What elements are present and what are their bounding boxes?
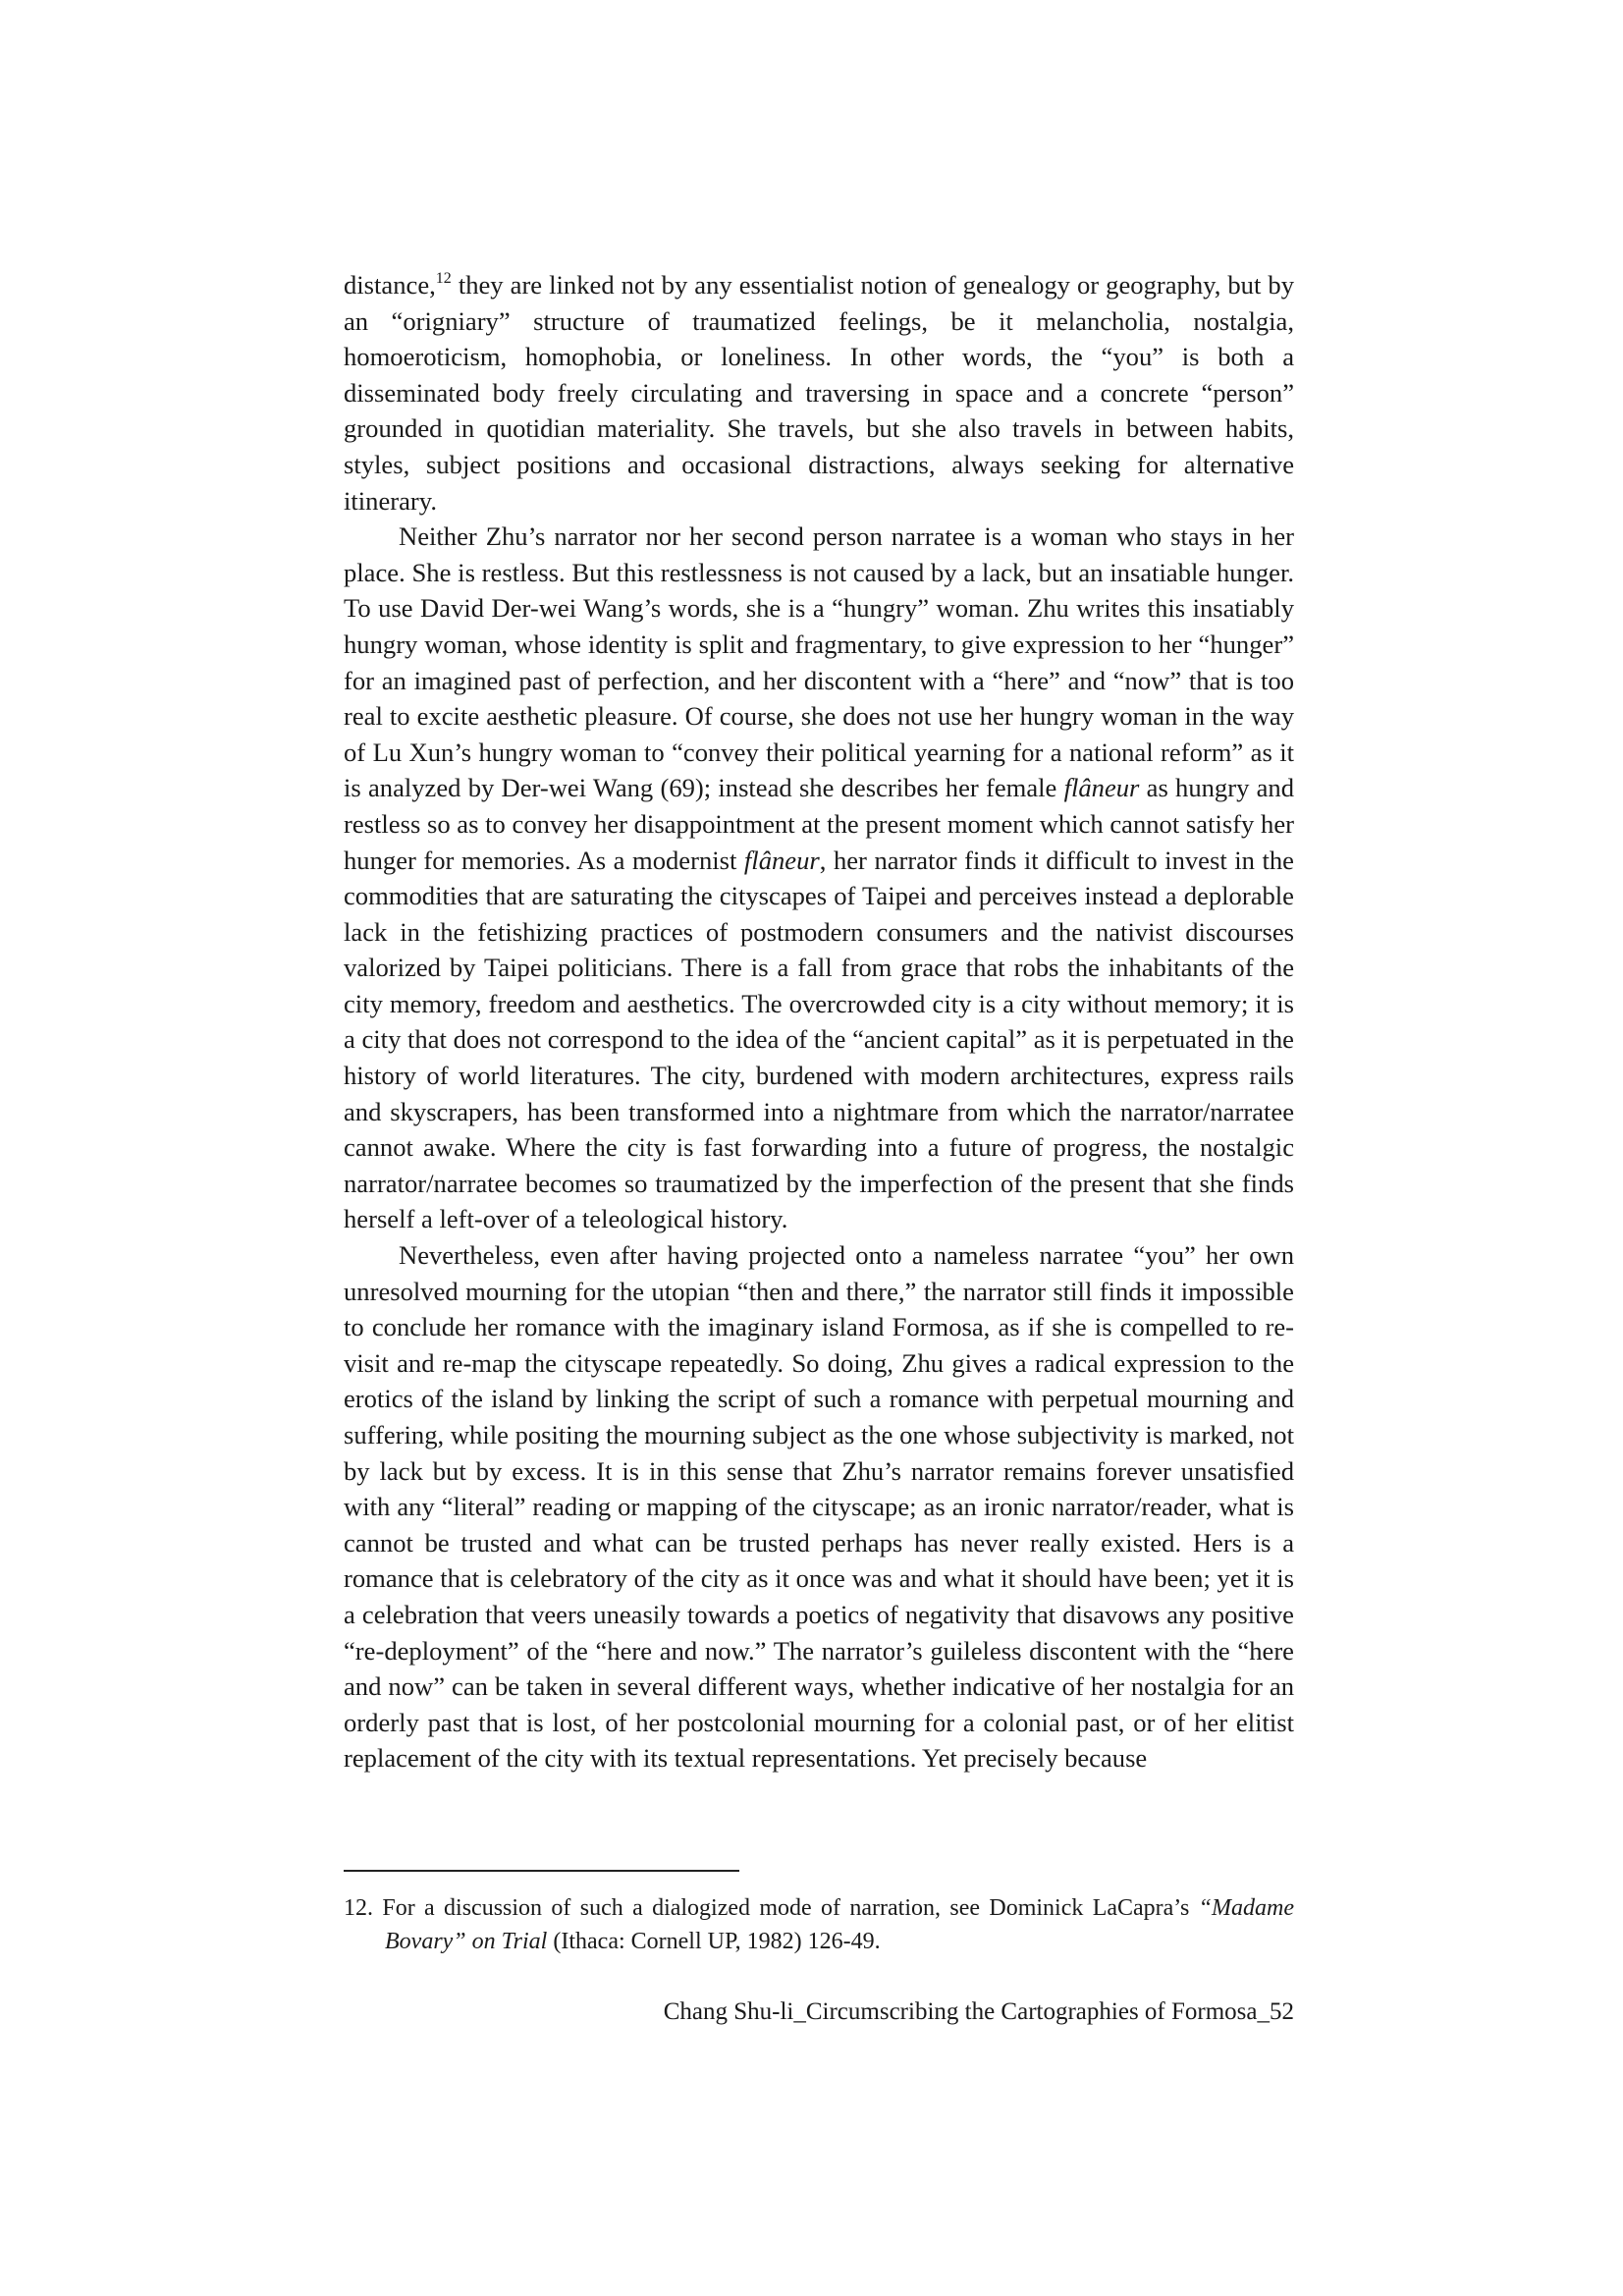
body-text: [344, 267, 1294, 1777]
paragraph-2-part-1: Neither Zhu’s narrator nor her second person narratee is a woman who stays in her place. She is restless. But this restlessness is not caused by a lack, but an insatiable hunger. To use David Der-wei Wang’s words, she is a “hungry” woman. Zhu writes this insatiably hungry woman, whose identity is split and fragmentary, to give expression to her “hunger” for an imagined past of perfection, and her discontent with a “here” and “now” that is too real to excite aesthetic pleasure. Of course, she does not use her hungry woman in the way of Lu Xun’s hungry woman to “convey their political yearning for a national reform” as it is analyzed by Der-wei Wang (69); instead she describes her female: [344, 521, 1294, 803]
paragraph-3: Nevertheless, even after having projected onto a nameless narratee “you” her own unresolved mourning for the utopian “then and there,” the narrator still finds it impossible to conclude her romance with the imaginary island Formosa, as if she is compelled to re-visit and re-map the cityscape repeatedly. So doing, Zhu gives a radical expression to the erotics of the island by linking the script of such a romance with perpetual mourning and suffering, while positing the mourning subject as the one whose subjectivity is marked, not by lack but by excess. It is in this sense that Zhu’s narrator remains forever unsatisfied with any “literal” reading or mapping of the cityscape; as an ironic narrator/reader, what is cannot be trusted and what can be trusted perhaps has never really existed. Hers is a romance that is celebratory of the city as it once was and what it should have been; yet it is a celebration that veers uneasily towards a poetics of negativity that disavows any positive “re-deployment” of the “here and now.” The narrator’s guileless discontent with the “here and now” can be taken in several different ways, whether indicative of her nostalgia for an orderly past that is lost, of her postcolonial mourning for a colonial past, or of her elitist replacement of the city with its textual representations. Yet precisely because: [344, 1240, 1294, 1774]
footnote-text-before: For a discussion of such a dialogized mode of narration, see Dominick LaCapra’s: [373, 1895, 1199, 1921]
footnote-text-after: (Ithaca: Cornell UP, 1982) 126-49.: [547, 1929, 881, 1954]
running-footer: Chang Shu-li_Circumscribing the Cartographies of Formosa_52: [663, 1998, 1294, 2025]
paragraph-1-start: distance,: [344, 270, 436, 300]
paragraph-2-part-3: , her narrator finds it difficult to invest in the commodities that are saturating the cityscapes of Taipei and perceives instead a deplorable lack in the fetishizing practices of postmodern consumers and the nativist discourses valorized by Taipei politicians. There is a fall from grace that robs the inhabitants of the city memory, freedom and aesthetics. The overcrowded city is a city without memory; it is a city that does not correspond to the idea of the “ancient capital” as it is perpetuated in the history of world literatures. The city, burdened with modern architectures, express rails and skyscrapers, has been transformed into a nightmare from which the narrator/narratee cannot awake. Where the city is fast forwarding into a future of progress, the nostalgic narrator/narratee becomes so traumatized by the imperfection of the present that she finds herself a left-over of a teleological history.: [344, 845, 1294, 1234]
paragraph-2-part-2: as hungry and restless so as to convey her disappointment at the present moment which cannot satisfy her hunger for memories. As a modernist: [344, 773, 1294, 875]
paragraph-2: [344, 519, 1294, 1237]
italic-term-flaneur: flâneur: [1063, 773, 1140, 803]
footnote-12: [344, 1891, 1294, 1958]
footnote-reference-12: 12: [435, 270, 452, 287]
footnote-number: 12.: [344, 1895, 373, 1921]
footnote-divider: [344, 1870, 739, 1872]
footnote-book-title: “Madame Bovary” on Trial: [385, 1895, 1294, 1954]
italic-term-flaneur: flâneur: [743, 845, 820, 875]
paragraph-1: [344, 267, 1294, 519]
paragraph-1-rest: they are linked not by any essentialist notion of genealogy or geography, but by an “origniary” structure of traumatized feelings, be it melancholia, nostalgia, homoeroticism, homophobia, or loneliness. In other words, the “you” is both a disseminated body freely circulating and traversing in space and a concrete “person” grounded in quotidian materiality. She travels, but she also travels in between habits, styles, subject positions and occasional distractions, always seeking for alternative itinerary.: [344, 270, 1294, 516]
